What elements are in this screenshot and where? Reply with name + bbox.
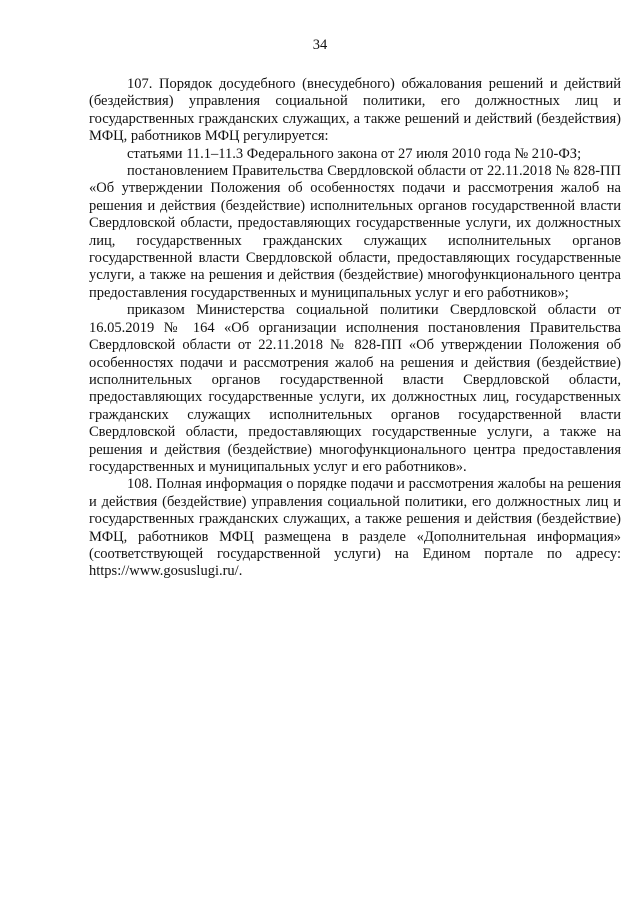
paragraph-government-resolution: постановлением Правительства Свердловской области от 22.11.2018 № 828-ПП «Об утверждении Положения об особенностях подачи и рассмотрения жалоб на решения и действия (бездействие) исполнительных органов государственной власти Свердловской области, предоставляющих государственные услуги, их должностных лиц, государственных гражданских служащих исполнительных органов государственной власти Свердловской области, предоставляющих государственные услуги, а также на решения и действия (бездействие) многофункционального центра предоставления государственных и муниципальных услуг и его работников»; [89, 163, 621, 301]
paragraph-ministry-order: приказом Министерства социальной политики Свердловской области от 16.05.2019 № 164 «Об организации исполнения постановления Правительства Свердловской области от 22.11.2018 № 828-ПП «Об утверждении Положения об особенностях подачи и рассмотрения жалоб на решения и действия (бездействие) исполнительных органов государственной власти Свердловской области, предоставляющих государственные услуги, их должностных лиц, государственных гражданских служащих исполнительных органов государственной власти Свердловской области, предоставляющих государственные услуги, а также на решения и действия (бездействие) многофункционального центра предоставления государственных и муниципальных услуг и его работников». [89, 302, 621, 475]
document-body [89, 76, 621, 581]
paragraph-108-information: 108. Полная информация о порядке подачи и рассмотрения жалобы на решения и действия (бездействие) управления социальной политики, его должностных лиц и государственных гражданских служащих, а также решения и действия (бездействие) МФЦ, работников МФЦ размещена в разделе «Дополнительная информация» (соответствующей государственной услуги) на Едином портале по адресу: https://www.gosuslugi.ru/. [89, 476, 621, 580]
paragraph-107-intro: 107. Порядок досудебного (внесудебного) обжалования решений и действий (бездействия) управления социальной политики, его должностных лиц и государственных гражданских служащих, а также решений и действий (бездействия) МФЦ, работников МФЦ регулируется: [89, 76, 621, 145]
page-number: 34 [312, 37, 328, 53]
paragraph-federal-law: статьями 11.1–11.3 Федерального закона от 27 июля 2010 года № 210-ФЗ; [127, 145, 582, 162]
